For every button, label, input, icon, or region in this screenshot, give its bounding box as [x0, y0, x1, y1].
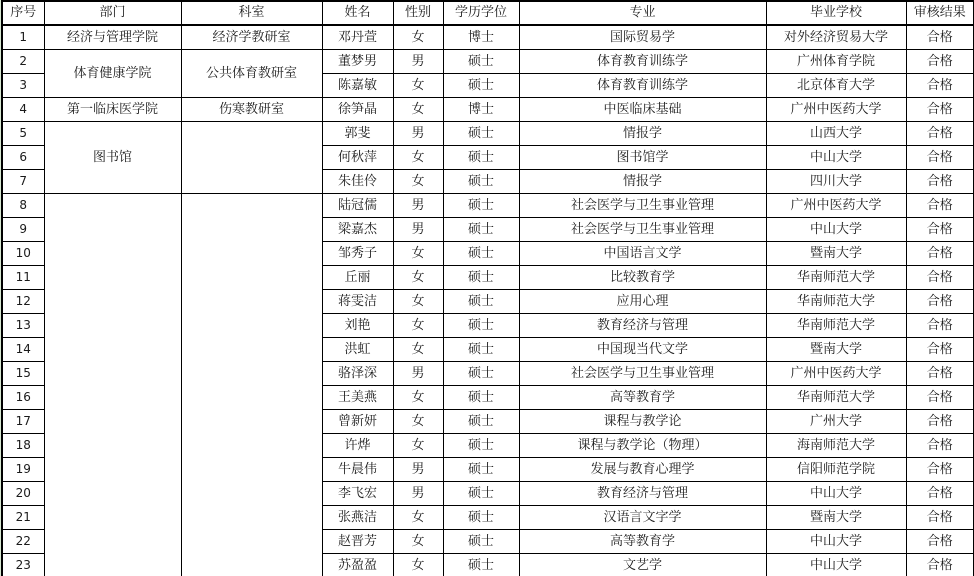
cell-gender[interactable]: 女 — [393, 314, 443, 338]
header-degree[interactable]: 学历学位 — [443, 1, 519, 25]
cell-school[interactable]: 广州中医药大学 — [766, 194, 906, 218]
cell-school[interactable]: 广州体育学院 — [766, 50, 906, 74]
cell-name[interactable]: 刘艳 — [322, 314, 393, 338]
cell-no[interactable]: 20 — [2, 482, 44, 506]
cell-dept[interactable]: 体育健康学院 — [44, 50, 181, 98]
table-row — [2, 98, 974, 122]
table-body — [2, 25, 974, 576]
cell-degree[interactable]: 硕士 — [443, 482, 519, 506]
cell-result[interactable]: 合格 — [906, 98, 974, 122]
cell-name[interactable]: 丘丽 — [322, 266, 393, 290]
cell-result[interactable]: 合格 — [906, 290, 974, 314]
cell-no[interactable]: 19 — [2, 458, 44, 482]
cell-no[interactable]: 18 — [2, 434, 44, 458]
table-row — [2, 194, 974, 218]
cell-name[interactable]: 张燕洁 — [322, 506, 393, 530]
cell-degree[interactable]: 硕士 — [443, 410, 519, 434]
cell-degree[interactable]: 硕士 — [443, 194, 519, 218]
cell-school[interactable]: 信阳师范学院 — [766, 458, 906, 482]
cell-no[interactable]: 6 — [2, 146, 44, 170]
cell-gender[interactable]: 男 — [393, 458, 443, 482]
cell-degree[interactable]: 硕士 — [443, 530, 519, 554]
cell-major[interactable]: 发展与教育心理学 — [519, 458, 766, 482]
cell-name[interactable]: 曾新妍 — [322, 410, 393, 434]
cell-no[interactable]: 23 — [2, 554, 44, 576]
cell-gender[interactable]: 男 — [393, 122, 443, 146]
cell-degree[interactable]: 硕士 — [443, 74, 519, 98]
personnel-review-table — [1, 0, 974, 576]
cell-major[interactable]: 汉语言文字学 — [519, 506, 766, 530]
cell-degree[interactable]: 硕士 — [443, 458, 519, 482]
cell-degree[interactable]: 硕士 — [443, 266, 519, 290]
header-name[interactable]: 姓名 — [322, 1, 393, 25]
cell-no[interactable]: 12 — [2, 290, 44, 314]
cell-major[interactable]: 图书馆学 — [519, 146, 766, 170]
cell-result[interactable]: 合格 — [906, 314, 974, 338]
cell-result[interactable]: 合格 — [906, 170, 974, 194]
cell-major[interactable]: 课程与教学论 — [519, 410, 766, 434]
cell-result[interactable]: 合格 — [906, 362, 974, 386]
cell-gender[interactable]: 女 — [393, 170, 443, 194]
cell-sect[interactable]: 经济学教研室 — [181, 25, 322, 50]
cell-school[interactable]: 华南师范大学 — [766, 386, 906, 410]
cell-gender[interactable]: 女 — [393, 25, 443, 50]
cell-result[interactable]: 合格 — [906, 218, 974, 242]
cell-result[interactable]: 合格 — [906, 338, 974, 362]
cell-school[interactable]: 对外经济贸易大学 — [766, 25, 906, 50]
cell-degree[interactable]: 硕士 — [443, 146, 519, 170]
cell-degree[interactable]: 硕士 — [443, 170, 519, 194]
cell-result[interactable]: 合格 — [906, 50, 974, 74]
cell-dept[interactable] — [44, 194, 181, 576]
cell-major[interactable]: 体育教育训练学 — [519, 74, 766, 98]
cell-sect[interactable]: 伤寒教研室 — [181, 98, 322, 122]
cell-school[interactable]: 广州中医药大学 — [766, 98, 906, 122]
cell-gender[interactable]: 女 — [393, 266, 443, 290]
cell-name[interactable]: 梁嘉杰 — [322, 218, 393, 242]
cell-name[interactable]: 邹秀子 — [322, 242, 393, 266]
header-result[interactable]: 审核结果 — [906, 1, 974, 25]
cell-major[interactable]: 文艺学 — [519, 554, 766, 576]
cell-degree[interactable]: 硕士 — [443, 242, 519, 266]
cell-sect[interactable] — [181, 122, 322, 194]
cell-degree[interactable]: 博士 — [443, 25, 519, 50]
cell-school[interactable]: 华南师范大学 — [766, 290, 906, 314]
cell-result[interactable]: 合格 — [906, 146, 974, 170]
cell-result[interactable]: 合格 — [906, 506, 974, 530]
cell-degree[interactable]: 硕士 — [443, 554, 519, 576]
cell-name[interactable]: 苏盈盈 — [322, 554, 393, 576]
table-row — [2, 122, 974, 146]
cell-gender[interactable]: 女 — [393, 74, 443, 98]
cell-name[interactable]: 许烨 — [322, 434, 393, 458]
cell-school[interactable]: 山西大学 — [766, 122, 906, 146]
cell-sect[interactable]: 公共体育教研室 — [181, 50, 322, 98]
cell-gender[interactable]: 男 — [393, 218, 443, 242]
cell-school[interactable]: 海南师范大学 — [766, 434, 906, 458]
cell-no[interactable]: 17 — [2, 410, 44, 434]
cell-gender[interactable]: 女 — [393, 434, 443, 458]
cell-sect[interactable] — [181, 194, 322, 576]
cell-dept[interactable]: 第一临床医学院 — [44, 98, 181, 122]
table-row — [2, 25, 974, 50]
cell-no[interactable]: 14 — [2, 338, 44, 362]
cell-name[interactable]: 朱佳伶 — [322, 170, 393, 194]
cell-major[interactable]: 高等教育学 — [519, 386, 766, 410]
header-no[interactable]: 序号 — [2, 1, 44, 25]
cell-degree[interactable]: 硕士 — [443, 314, 519, 338]
cell-degree[interactable]: 硕士 — [443, 122, 519, 146]
cell-gender[interactable]: 女 — [393, 554, 443, 576]
cell-no[interactable]: 3 — [2, 74, 44, 98]
cell-name[interactable]: 蒋雯洁 — [322, 290, 393, 314]
cell-school[interactable]: 广州中医药大学 — [766, 362, 906, 386]
cell-degree[interactable]: 硕士 — [443, 338, 519, 362]
cell-gender[interactable]: 女 — [393, 290, 443, 314]
cell-result[interactable]: 合格 — [906, 74, 974, 98]
cell-major[interactable]: 情报学 — [519, 122, 766, 146]
cell-name[interactable]: 邓丹萱 — [322, 25, 393, 50]
cell-major[interactable]: 社会医学与卫生事业管理 — [519, 194, 766, 218]
cell-no[interactable]: 9 — [2, 218, 44, 242]
cell-school[interactable]: 中山大学 — [766, 218, 906, 242]
cell-major[interactable]: 体育教育训练学 — [519, 50, 766, 74]
cell-major[interactable]: 高等教育学 — [519, 530, 766, 554]
cell-result[interactable]: 合格 — [906, 530, 974, 554]
cell-school[interactable]: 中山大学 — [766, 482, 906, 506]
cell-no[interactable]: 4 — [2, 98, 44, 122]
cell-name[interactable]: 骆泽深 — [322, 362, 393, 386]
cell-gender[interactable]: 女 — [393, 98, 443, 122]
cell-name[interactable]: 陆冠儒 — [322, 194, 393, 218]
cell-gender[interactable]: 女 — [393, 242, 443, 266]
cell-gender[interactable]: 女 — [393, 146, 443, 170]
cell-major[interactable]: 比较教育学 — [519, 266, 766, 290]
cell-no[interactable]: 15 — [2, 362, 44, 386]
cell-school[interactable]: 暨南大学 — [766, 338, 906, 362]
cell-school[interactable]: 中山大学 — [766, 530, 906, 554]
cell-degree[interactable]: 硕士 — [443, 434, 519, 458]
cell-dept[interactable]: 图书馆 — [44, 122, 181, 194]
cell-school[interactable]: 四川大学 — [766, 170, 906, 194]
header-gender[interactable]: 性别 — [393, 1, 443, 25]
cell-major[interactable]: 社会医学与卫生事业管理 — [519, 362, 766, 386]
cell-no[interactable]: 1 — [2, 25, 44, 50]
cell-result[interactable]: 合格 — [906, 482, 974, 506]
cell-name[interactable]: 王美燕 — [322, 386, 393, 410]
cell-result[interactable]: 合格 — [906, 25, 974, 50]
cell-degree[interactable]: 硕士 — [443, 362, 519, 386]
cell-major[interactable]: 中医临床基础 — [519, 98, 766, 122]
header-major[interactable]: 专业 — [519, 1, 766, 25]
cell-gender[interactable]: 男 — [393, 362, 443, 386]
cell-gender[interactable]: 男 — [393, 482, 443, 506]
cell-school[interactable]: 华南师范大学 — [766, 266, 906, 290]
cell-result[interactable]: 合格 — [906, 434, 974, 458]
cell-gender[interactable]: 女 — [393, 506, 443, 530]
cell-no[interactable]: 11 — [2, 266, 44, 290]
cell-no[interactable]: 21 — [2, 506, 44, 530]
cell-result[interactable]: 合格 — [906, 554, 974, 576]
cell-name[interactable]: 牛晨伟 — [322, 458, 393, 482]
cell-degree[interactable]: 硕士 — [443, 386, 519, 410]
cell-no[interactable]: 2 — [2, 50, 44, 74]
cell-no[interactable]: 7 — [2, 170, 44, 194]
cell-name[interactable]: 董梦男 — [322, 50, 393, 74]
cell-school[interactable]: 广州大学 — [766, 410, 906, 434]
cell-result[interactable]: 合格 — [906, 386, 974, 410]
header-dept[interactable]: 部门 — [44, 1, 181, 25]
cell-school[interactable]: 华南师范大学 — [766, 314, 906, 338]
cell-result[interactable]: 合格 — [906, 266, 974, 290]
cell-school[interactable]: 暨南大学 — [766, 242, 906, 266]
cell-major[interactable]: 课程与教学论（物理） — [519, 434, 766, 458]
cell-major[interactable]: 中国语言文学 — [519, 242, 766, 266]
cell-gender[interactable]: 女 — [393, 530, 443, 554]
cell-degree[interactable]: 博士 — [443, 98, 519, 122]
cell-name[interactable]: 陈嘉敏 — [322, 74, 393, 98]
cell-name[interactable]: 郭斐 — [322, 122, 393, 146]
cell-gender[interactable]: 女 — [393, 338, 443, 362]
cell-gender[interactable]: 女 — [393, 386, 443, 410]
cell-major[interactable]: 教育经济与管理 — [519, 482, 766, 506]
cell-no[interactable]: 22 — [2, 530, 44, 554]
cell-school[interactable]: 暨南大学 — [766, 506, 906, 530]
cell-major[interactable]: 社会医学与卫生事业管理 — [519, 218, 766, 242]
cell-result[interactable]: 合格 — [906, 122, 974, 146]
cell-degree[interactable]: 硕士 — [443, 290, 519, 314]
cell-no[interactable]: 16 — [2, 386, 44, 410]
cell-major[interactable]: 中国现当代文学 — [519, 338, 766, 362]
cell-school[interactable]: 北京体育大学 — [766, 74, 906, 98]
cell-no[interactable]: 8 — [2, 194, 44, 218]
cell-no[interactable]: 10 — [2, 242, 44, 266]
cell-degree[interactable]: 硕士 — [443, 50, 519, 74]
cell-degree[interactable]: 硕士 — [443, 506, 519, 530]
cell-result[interactable]: 合格 — [906, 410, 974, 434]
cell-no[interactable]: 13 — [2, 314, 44, 338]
cell-school[interactable]: 中山大学 — [766, 146, 906, 170]
header-school[interactable]: 毕业学校 — [766, 1, 906, 25]
cell-gender[interactable]: 男 — [393, 50, 443, 74]
header-sect[interactable]: 科室 — [181, 1, 322, 25]
cell-no[interactable]: 5 — [2, 122, 44, 146]
cell-major[interactable]: 应用心理 — [519, 290, 766, 314]
cell-degree[interactable]: 硕士 — [443, 218, 519, 242]
cell-name[interactable]: 赵晋芳 — [322, 530, 393, 554]
cell-major[interactable]: 教育经济与管理 — [519, 314, 766, 338]
cell-school[interactable]: 中山大学 — [766, 554, 906, 576]
cell-name[interactable]: 何秋萍 — [322, 146, 393, 170]
table-row — [2, 50, 974, 74]
cell-major[interactable]: 国际贸易学 — [519, 25, 766, 50]
cell-result[interactable]: 合格 — [906, 194, 974, 218]
header-row — [2, 1, 974, 25]
cell-major[interactable]: 情报学 — [519, 170, 766, 194]
cell-name[interactable]: 李飞宏 — [322, 482, 393, 506]
cell-result[interactable]: 合格 — [906, 458, 974, 482]
cell-name[interactable]: 徐笋晶 — [322, 98, 393, 122]
cell-gender[interactable]: 男 — [393, 194, 443, 218]
cell-gender[interactable]: 女 — [393, 410, 443, 434]
cell-name[interactable]: 洪虹 — [322, 338, 393, 362]
cell-result[interactable]: 合格 — [906, 242, 974, 266]
cell-dept[interactable]: 经济与管理学院 — [44, 25, 181, 50]
